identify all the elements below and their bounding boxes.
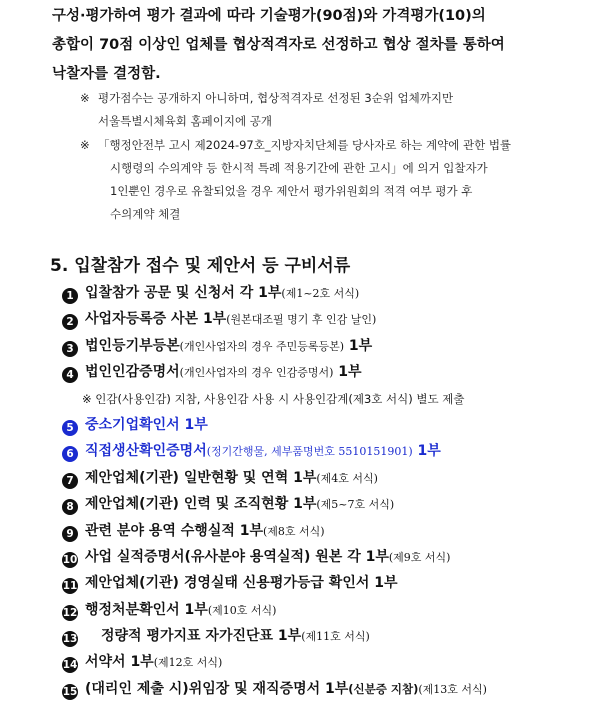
intro-line: 구성·평가하여 평가 결과에 따라 기술평가(90점)와 가격평가(10)의 <box>52 8 486 24</box>
circled-number: 13 <box>62 633 78 646</box>
item-title: 입찰참가 공문 및 신청서 각 1부 <box>85 285 282 301</box>
circled-number: 3 <box>62 341 78 357</box>
note-line: 평가점수는 공개하지 아니하며, 협상적격자로 선정된 3순위 업체까지만 <box>98 91 454 105</box>
circled-number: 2 <box>62 314 78 330</box>
note-line: 수의계약 체결 <box>110 207 181 221</box>
item-form-note: (제4호 서식) <box>316 471 378 485</box>
item-title: 법인등기부등본 <box>85 337 180 354</box>
list-item <box>62 465 582 491</box>
list-item <box>62 676 582 702</box>
circled-number: 15 <box>62 685 78 698</box>
note-legal-basis <box>80 134 558 226</box>
list-item <box>62 570 582 596</box>
item-title: 제안업체(기관) 인력 및 조직현황 1부 <box>85 496 317 513</box>
circled-number: 12 <box>62 606 78 619</box>
item-title: 사업 실적증명서(유사분야 용역실적) 원본 각 1부 <box>85 548 389 565</box>
subnote-text: ※ 인감(사용인감) 지참, 사용인감 사용 시 사용인감계(제3호 서식) 별도 제출 <box>82 391 465 406</box>
circled-number: 10 <box>62 553 78 566</box>
item-form-note: (정기간행물, 세부품명번호 5510151901) <box>206 445 413 459</box>
circled-number: 7 <box>62 473 78 489</box>
item-form-note: (제9호 서식) <box>388 550 451 564</box>
list-item <box>62 359 582 385</box>
item-title: (대리인 제출 시)위임장 및 재직증명서 1부 <box>85 680 349 697</box>
item-title: 법인인감증명서 <box>85 364 180 381</box>
list-item <box>62 412 582 438</box>
item-suffix: 1부 <box>333 364 362 381</box>
note-line: 서울특별시체육회 홈페이지에 공개 <box>98 114 272 128</box>
list-item <box>62 280 582 306</box>
reference-mark: ※ <box>80 138 90 152</box>
item-title: 행정처분확인서 1부 <box>85 601 208 618</box>
list-item <box>62 306 582 332</box>
item-form-note: (제12호 서식) <box>153 656 223 670</box>
list-item <box>62 597 582 623</box>
item-form-note: (원본대조필 명기 후 인감 날인) <box>226 313 377 327</box>
item-suffix: 1부 <box>344 337 373 354</box>
list-item <box>62 544 582 570</box>
item-title: 사업자등록증 사본 1부 <box>85 311 227 328</box>
item-title: 정량적 평가지표 자가진단표 1부 <box>101 628 302 645</box>
item-title: 제안업체(기관) 일반현황 및 연혁 1부 <box>85 469 317 486</box>
item-title: 서약서 1부 <box>85 654 154 671</box>
circled-number: 14 <box>62 659 78 672</box>
circled-number: 8 <box>62 499 78 515</box>
item-title: 관련 분야 용역 수행실적 1부 <box>85 522 264 539</box>
item-suffix: 1부 <box>412 443 441 460</box>
note-line: 「행정안전부 고시 제2024-97호_지방자치단체를 당사자로 하는 계약에 관한 법률 <box>98 138 512 152</box>
note-disclosure <box>80 87 558 133</box>
intro-paragraph <box>52 2 572 89</box>
circled-number: 9 <box>62 526 78 542</box>
circled-number: 5 <box>62 420 78 436</box>
circled-number: 11 <box>62 580 78 593</box>
item-form-note: (제13호 서식) <box>418 682 487 696</box>
section-heading: 5. 입찰참가 접수 및 제안서 등 구비서류 <box>50 256 351 276</box>
reference-mark: ※ <box>80 91 90 105</box>
document-list <box>62 280 582 702</box>
item-form-note: (개인사업자의 경우 인감증명서) <box>179 366 334 380</box>
list-item <box>62 333 582 359</box>
circled-number: 4 <box>62 367 78 383</box>
circled-number: 6 <box>62 446 78 462</box>
item-form-note: (제10호 서식) <box>207 603 277 617</box>
item-title: 제안업체(기관) 경영실태 신용평가등급 확인서 1부 <box>85 575 398 592</box>
item-title: 직접생산확인증명서 <box>85 443 207 460</box>
note-line: 1인뿐인 경우로 유찰되었을 경우 제안서 평가위원회의 적격 여부 평가 후 <box>110 184 473 198</box>
intro-line: 총합이 70점 이상인 업체를 협상적격자로 선정하고 협상 절차를 통하여 <box>52 37 505 53</box>
list-item <box>62 438 582 464</box>
item-form-note: (제1~2호 서식) <box>281 287 360 300</box>
item-form-note: (제8호 서식) <box>263 524 325 538</box>
item-title: 중소기업확인서 1부 <box>85 416 208 433</box>
list-item <box>62 649 582 675</box>
list-item <box>62 491 582 517</box>
note-line: 시행령의 수의계약 등 한시적 특례 적용기간에 관한 고시」에 의거 입찰자가 <box>110 161 488 175</box>
list-item <box>62 623 582 649</box>
list-subnote <box>62 386 582 412</box>
item-id-note: (신분증 지참) <box>348 681 419 696</box>
item-form-note: (제11호 서식) <box>301 630 370 644</box>
list-item <box>62 518 582 544</box>
intro-line: 낙찰자를 결정함. <box>52 66 161 82</box>
item-form-note: (제5~7호 서식) <box>316 498 395 512</box>
item-form-note: (개인사업자의 경우 주민등록등본) <box>179 339 345 353</box>
circled-number: 1 <box>62 288 78 304</box>
